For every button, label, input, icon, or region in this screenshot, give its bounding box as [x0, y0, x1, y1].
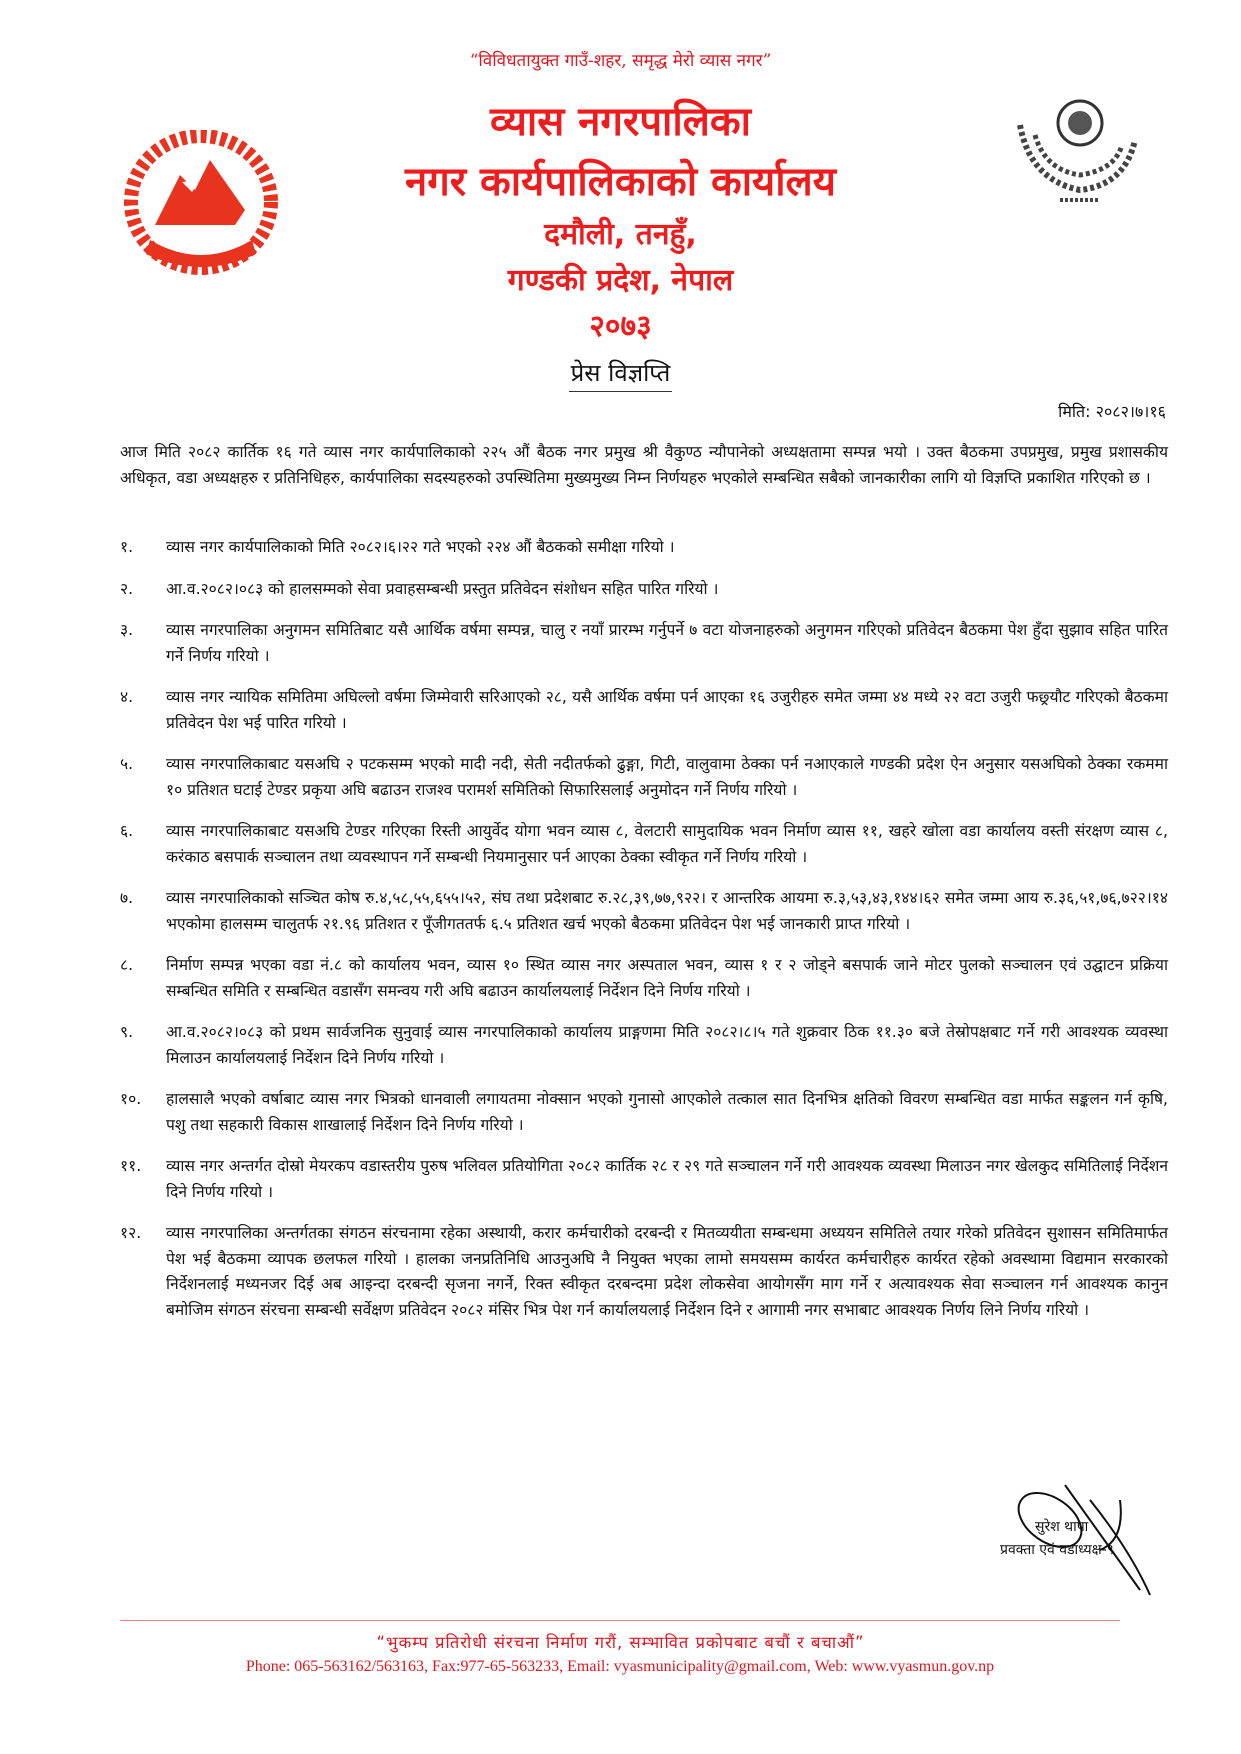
document-date: मिति: २०८२।७।१६: [1058, 402, 1166, 421]
document-type-heading: [0, 356, 1241, 389]
item-number: २.: [120, 579, 134, 598]
signatory-title: प्रवक्ता एवं वडाध्यक्ष-९: [1000, 1542, 1114, 1558]
item-number: ५.: [120, 755, 134, 773]
item-text: आ.व.२०८२।०८३ को हालसम्मको सेवा प्रवाहसम्बन्धी प्रस्तुत प्रतिवेदन संशोधन सहित पारित गरियो ।: [166, 579, 719, 598]
office-title-executive: नगर कार्यपालिकाको कार्यालय: [405, 159, 836, 205]
item-number: ११.: [120, 1157, 142, 1175]
decision-list: [120, 535, 1168, 1339]
item-text: व्यास नगरपालिका अनुगमन समितिबाट यसै आर्थिक वर्षमा सम्पन्न, चालु र नयाँ प्रारम्भ गर्नुपर्ने ७ वटा योजनाहरुको अनुगमन गरिएको प्रतिवेदन बैठकमा पेश हुँदा सुझाव सहित पारित गर्ने निर्णय गरियो ।: [166, 621, 1168, 665]
decision-item: [120, 1154, 1168, 1205]
item-number: ९.: [120, 1023, 134, 1041]
decision-item: [120, 577, 1168, 603]
item-number: १२.: [120, 1224, 142, 1242]
item-number: १.: [120, 538, 134, 556]
item-text: निर्माण सम्पन्न भएका वडा नं.८ को कार्यालय भवन, व्यास १० स्थित व्यास नगर अस्पताल भवन, व्यास १ र २ जोड्ने बसपार्क जाने मोटर पुलको सञ्चालन एवं उद्घाटन प्रक्रिया सम्बन्धित समिति र सम्बन्धित वडासँग समन्वय गरी अघि बढाउन कार्यालयलाई निर्देशन दिने निर्णय गरियो ।: [166, 956, 1168, 1000]
footer-motto: “भुकम्प प्रतिरोधी संरचना निर्माण गरौं, सम्भावित प्रकोपबाट बचौं र बचाऔं”: [376, 1633, 865, 1652]
decision-item: [120, 1020, 1168, 1071]
decision-item: [120, 1221, 1168, 1323]
decision-item: [120, 886, 1168, 937]
item-text: व्यास नगरपालिका अन्तर्गतका संगठन संरचनामा रहेका अस्थायी, करार कर्मचारीको दरबन्दी र मितव्ययीता सम्बन्धमा अध्ययन समितिले तयार गरेको प्रतिवेदन सुशासन समितिमार्फत पेश भई बैठकमा व्यापक छलफल गरियो । हालका जनप्रतिनिधि आउनुअघि नै नियुक्त भएका लामो समयसम्म कार्यरत कर्मचारीहरु कार्यरत रहेको अवस्थामा विद्यमान सरकारको निर्देशनलाई मध्यनजर दिई अब आइन्दा दरबन्दी सृजना नगर्ने, रिक्त स्वीकृत दरबन्दमा प्रदेश लोकसेवा आयोगसँग माग गर्ने र अत्यावश्यक सेवा सञ्चालन गर्न आवश्यक कानुन बमोजिम संगठन संरचना सम्बन्धी सर्वेक्षण प्रतिवेदन २०८२ मंसिर भित्र पेश गर्न कार्यालयलाई निर्देशन दिने र आगामी नगर सभाबाट आवश्यक निर्णय लिने निर्णय गरियो ।: [166, 1224, 1168, 1319]
item-number: ३.: [120, 621, 134, 639]
item-number: ४.: [120, 688, 134, 706]
item-text: हालसालै भएको वर्षाबाट व्यास नगर भित्रको धानवाली लगायतमा नोक्सान भएको गुनासो आएकोले तत्काल सात दिनभित्र क्षतिको विवरण सम्बन्धित वडा मार्फत सङ्कलन गर्न कृषि, पशु तथा सहकारी विकास शाखालाई निर्देशन दिने निर्णय गरियो ।: [166, 1090, 1168, 1134]
office-established-year: २०७३: [589, 309, 652, 344]
signatory-name: सुरेश थापा: [1035, 1519, 1089, 1535]
decision-item: [120, 535, 1168, 561]
item-text: व्यास नगर कार्यपालिकाको मिति २०८२।६।२२ गते भएको २२४ औं बैठकको समीक्षा गरियो ।: [166, 538, 675, 556]
decision-item: [120, 1087, 1168, 1138]
item-number: ७.: [120, 889, 134, 907]
intro-paragraph: आज मिति २०८२ कार्तिक १६ गते व्यास नगर कार्यपालिकाको २२५ औं बैठक नगर प्रमुख श्री वैकुण्ठ न्यौपानेको अध्यक्षतामा सम्पन्न भयो । उक्त बैठकमा उपप्रमुख, प्रमुख प्रशासकीय अधिकृत, वडा अध्यक्षहरु र प्रतिनिधिहरु, कार्यपालिका सदस्यहरुको उपस्थितिमा मुख्यमुख्य निम्न निर्णयहरु भएकोले सम्बन्धित सबैको जानकारीका लागि यो विज्ञप्ति प्रकाशित गरिएको छ ।: [120, 443, 1168, 487]
item-text: आ.व.२०८२।०८३ को प्रथम सार्वजनिक सुनुवाई व्यास नगरपालिकाको कार्यालय प्राङ्गणमा मिति २०८२।८।५ गते शुक्रवार ठिक ११.३० बजे तेस्रोपक्षबाट गर्ने गरी आवश्यक व्यवस्था मिलाउन कार्यालयलाई निर्देशन दिने निर्णय गरियो ।: [166, 1023, 1168, 1067]
item-text: व्यास नगरपालिकाबाट यसअघि २ पटकसम्म भएको मादी नदी, सेती नदीतर्फको ढुङ्गा, गिटी, वालुवामा ठेक्का पर्न नआएकाले गण्डकी प्रदेश ऐन अनुसार यसअघिको ठेक्का रकममा १० प्रतिशत घटाई टेण्डर प्रकृया अघि बढाउन राजश्व परामर्श समितिको सिफारिसलाई अनुमोदन गर्ने निर्णय गरियो ।: [166, 755, 1168, 799]
press-release-title: प्रेस विज्ञप्ति: [569, 359, 673, 392]
item-text: व्यास नगरपालिकाबाट यसअघि टेण्डर गरिएका रिस्ती आयुर्वेद योगा भवन व्यास ८, वेलटारी सामुदायिक भवन निर्माण व्यास ११, खहरे खोला वडा कार्यालय वस्ती संरक्षण व्यास ८, करंकाठ बसपार्क सञ्चालन तथा व्यवस्थापन गर्ने सम्बन्धी नियमानुसार पर्न आएका ठेक्का स्वीकृत गर्ने निर्णय गरियो ।: [166, 822, 1168, 866]
footer-contact-info: Phone: 065-563162/563163, Fax:977-65-563233, Email: vyasmunicipality@gmail.com, Web: www.vyasmun.gov.np: [245, 1658, 995, 1675]
office-address-city: दमौली, तनहुँ,: [544, 217, 697, 252]
office-title-municipality: व्यास नगरपालिका: [490, 99, 751, 145]
item-text: व्यास नगरपालिकाको सञ्चित कोष रु.४,५८,५५,६५५।५२, संघ तथा प्रदेशबाट रु.२८,३९,७७,९२२। र आन्तरिक आयमा रु.३,५३,४३,१४४।६२ समेत जम्मा आय रु.३६,५१,७६,७२२।१४ भएकोमा हालसम्म चालुतर्फ २१.९६ प्रतिशत र पूँजीगततर्फ ६.५ प्रतिशत खर्च भएको बैठकमा प्रतिवेदन पेश भई जानकारी प्राप्त गरियो ।: [166, 889, 1168, 933]
item-text: व्यास नगर न्यायिक समितिमा अघिल्लो वर्षमा जिम्मेवारी सरिआएको २८, यसै आर्थिक वर्षमा पर्न आएका १६ उजुरीहरु समेत जम्मा ४४ मध्ये २२ वटा उजुरी फछ्र्यौट गरिएको बैठकमा प्रतिवेदन पेश भई पारित गरियो ।: [166, 688, 1169, 732]
office-address-province: गण्डकी प्रदेश, नेपाल: [507, 263, 734, 298]
decision-item: [120, 685, 1168, 736]
decision-item: [120, 953, 1168, 1004]
item-number: ६.: [120, 822, 134, 840]
decision-item: [120, 618, 1168, 669]
header-motto: “विविधतायुक्त गाउँ-शहर, समृद्ध मेरो व्यास नगर”: [469, 51, 772, 71]
item-number: १०.: [120, 1090, 142, 1108]
footer-divider: [120, 1620, 1120, 1621]
item-text: व्यास नगर अन्तर्गत दोस्रो मेयरकप वडास्तरीय पुरुष भलिवल प्रतियोगिता २०८२ कार्तिक २८ र २९ गते सञ्चालन गर्ने गरी आवश्यक व्यवस्था मिलाउन नगर खेलकुद समितिलाई निर्देशन दिने निर्णय गरियो ।: [166, 1157, 1168, 1201]
decision-item: [120, 752, 1168, 803]
decision-item: [120, 819, 1168, 870]
item-number: ८.: [120, 956, 134, 974]
